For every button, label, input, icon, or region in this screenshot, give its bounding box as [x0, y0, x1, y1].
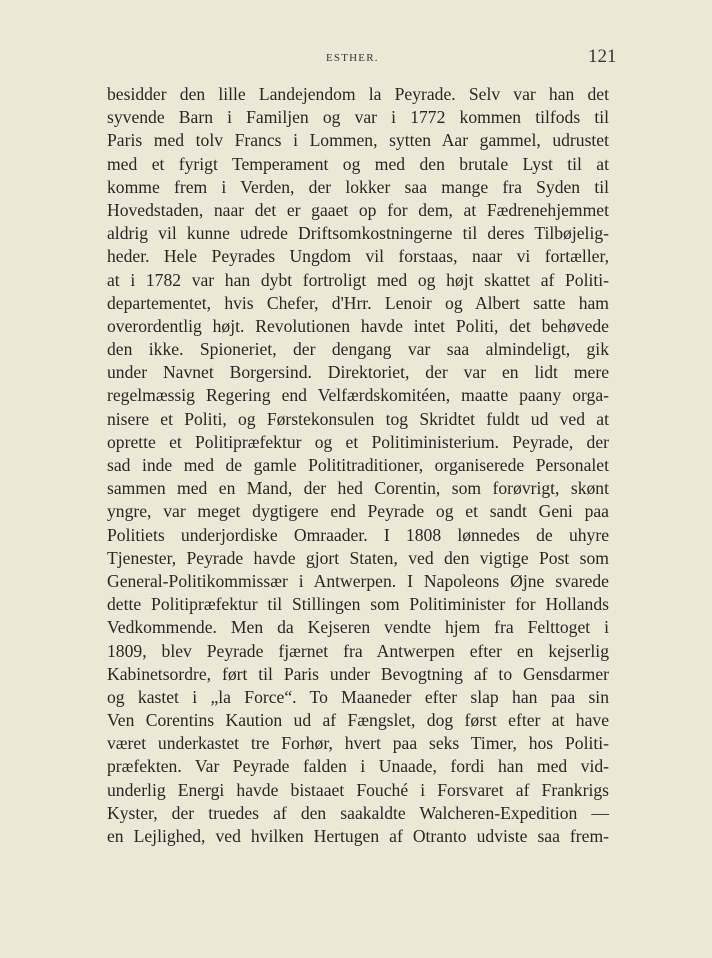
text-line: Ven Corentins Kaution ud af Fængslet, dog først efter at have [107, 710, 609, 731]
text-line: nisere et Politi, og Førstekonsulen tog Skridtet fuldt ud ved at [107, 408, 609, 429]
text-line: besidder den lille Landejendom la Peyrade. Selv var han det [107, 84, 609, 104]
text-line: Hovedstaden, naar det er gaaet op for dem, at Fædrenehjemmet [107, 199, 609, 220]
text-line: og kastet i „la Force“. To Maaneder efter slap han paa sin [107, 686, 609, 707]
text-line: dette Politipræfektur til Stillingen som Politiminister for Hollands [107, 594, 609, 615]
running-title: ESTHER. [326, 52, 379, 64]
text-line: heder. Hele Peyrades Ungdom vil forstaas, naar vi fortæller, [107, 246, 609, 267]
text-line: regelmæssig Regering end Velfærdskomitéen, maatte paany orga- [107, 385, 609, 406]
text-line: syvende Barn i Familjen og var i 1772 kommen tilfods til [107, 107, 609, 128]
text-line: Vedkommende. Men da Kejseren vendte hjem fra Felttoget i [107, 617, 609, 638]
text-line: præfekten. Var Peyrade falden i Unaade, fordi han med vid- [107, 756, 609, 777]
text-line: Politiets underjordiske Omraader. I 1808 lønnedes de uhyre [107, 524, 609, 545]
text-line: den ikke. Spioneriet, der dengang var saa almindeligt, gik [107, 339, 609, 360]
body-text [107, 83, 609, 848]
text-line: overordentlig højt. Revolutionen havde intet Politi, det behøvede [107, 315, 609, 336]
running-head [0, 46, 712, 70]
text-line: oprette et Politipræfektur og et Politiministerium. Peyrade, der [107, 431, 609, 452]
text-line: 1809, blev Peyrade fjærnet fra Antwerpen efter en kejserlig [107, 640, 609, 661]
text-line: at i 1782 var han dybt fortroligt med og højt skattet af Politi- [107, 269, 609, 290]
text-line: en Lejlighed, ved hvilken Hertugen af Otranto udviste saa frem- [107, 826, 609, 846]
text-line: Kyster, der truedes af den saakaldte Walcheren-Expedition — [107, 802, 609, 823]
text-line: General-Politikommissær i Antwerpen. I Napoleons Øjne svarede [107, 570, 609, 591]
text-line: Paris med tolv Francs i Lommen, sytten Aar gammel, udrustet [107, 130, 609, 151]
text-line: sad inde med de gamle Polititraditioner, organiserede Personalet [107, 455, 609, 475]
text-line: komme frem i Verden, der lokker saa mange fra Syden til [107, 176, 609, 197]
text-line: Tjenester, Peyrade havde gjort Staten, ved den vigtige Post som [107, 547, 609, 568]
text-line: yngre, var meget dygtigere end Peyrade og et sandt Geni paa [107, 501, 609, 522]
text-line: med et fyrigt Temperament og med den brutale Lyst til at [107, 153, 609, 174]
text-line: sammen med en Mand, der hed Corentin, som forøvrigt, skønt [107, 478, 609, 499]
text-line: været underkastet tre Forhør, hvert paa seks Timer, hos Politi- [107, 733, 609, 754]
text-line: aldrig vil kunne udrede Driftsomkostningerne til deres Tilbøjelig- [107, 223, 609, 244]
page-number: 121 [588, 46, 617, 67]
text-line: Kabinetsordre, ført til Paris under Bevogtning af to Gensdarmer [107, 663, 609, 684]
text-line: under Navnet Borgersind. Direktoriet, der var en lidt mere [107, 362, 609, 383]
text-line: departementet, hvis Chefer, d'Hrr. Lenoir og Albert satte ham [107, 292, 609, 313]
text-line: underlig Energi havde bistaaet Fouché i Forsvaret af Frankrigs [107, 779, 609, 800]
